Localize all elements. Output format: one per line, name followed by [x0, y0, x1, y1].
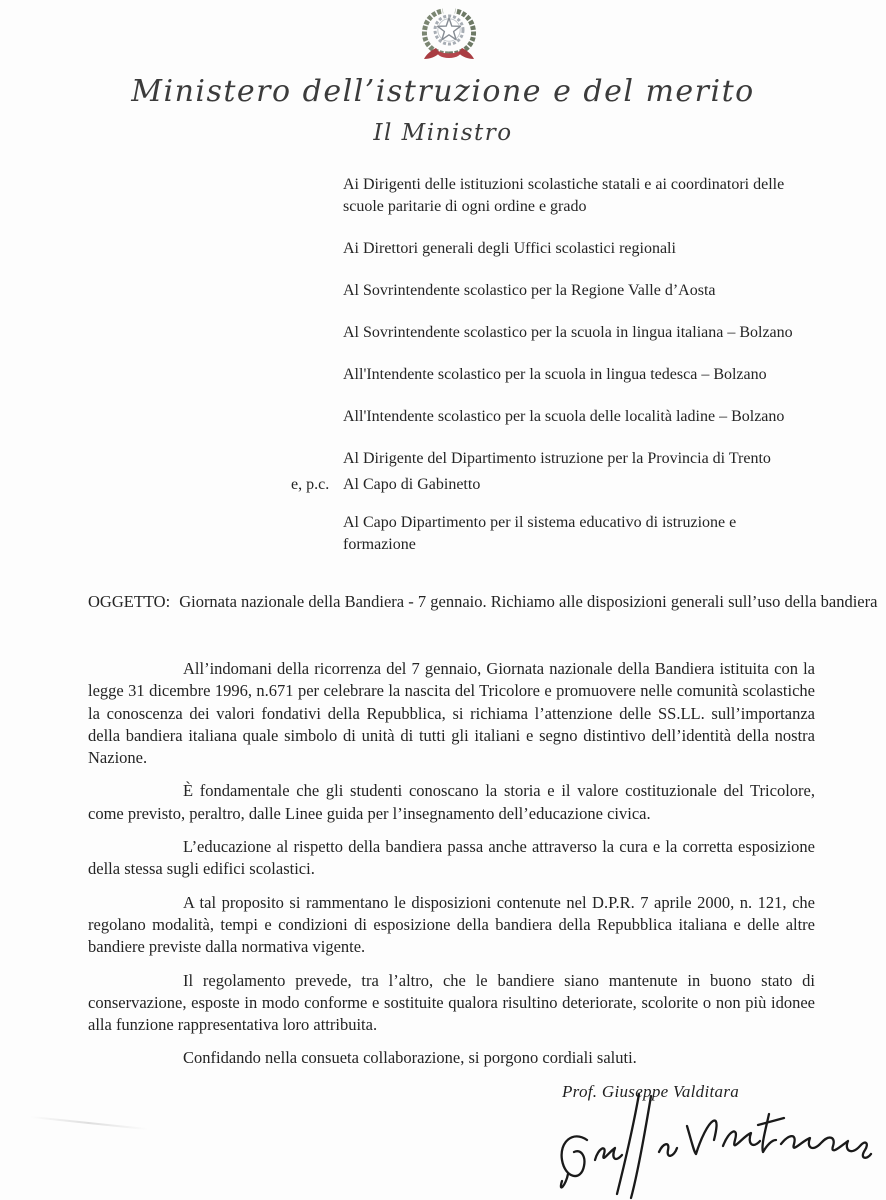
cc-row: [291, 474, 815, 496]
body-paragraph: All’indomani della ricorrenza del 7 gennaio, Giornata nazionale della Bandiera istituita con la legge 31 dicembre 1996, n.671 per celebrare la nascita del Tricolore e promuovere nelle comunità scolastiche la conoscenza dei valori fondativi della Repubblica, si richiama l’attenzione delle SS.LL. sull’importanza della bandiera italiana quale simbolo di unità di tutti gli italiani e segno distintivo dell’identità della nostra Nazione.: [88, 659, 815, 768]
signature-stroke: [758, 1114, 784, 1152]
body-paragraph: Confidando nella consueta collaborazione, si porgono cordiali saluti.: [183, 1048, 637, 1068]
signature-stroke: [617, 1094, 651, 1198]
recipient-line: All'Intendente scolastico per la scuola delle località ladine – Bolzano: [343, 408, 785, 425]
cc-recipient: Al Capo Dipartimento per il sistema educativo di istruzione e formazione: [343, 514, 737, 553]
cc-label: e, p.c.: [291, 476, 330, 493]
recipient-line: Ai Direttori generali degli Uffici scolastici regionali: [343, 240, 676, 257]
subject-line: [88, 591, 886, 613]
recipients-block: [343, 174, 809, 490]
signature-stroke: [561, 1174, 568, 1187]
handwritten-signature: [553, 1088, 883, 1200]
body-paragraph: Il regolamento prevede, tra l’altro, che le bandiere siano mantenute in buono stato di conservazione, esposte in modo conforme e sostituite qualora risultino deteriorate, scolorite o non più idonee alla funzione rappresentativa loro attribuita.: [88, 970, 815, 1035]
italian-republic-emblem-icon: [417, 5, 481, 61]
ministry-title: Ministero dell’istruzione e del merito: [131, 74, 755, 109]
subject-text: Giornata nazionale della Bandiera - 7 gennaio. Richiamo alle disposizioni generali sull’uso della bandiera: [179, 592, 878, 611]
signature-stroke: [562, 1136, 587, 1176]
cc-recipient: Al Capo di Gabinetto: [343, 476, 481, 493]
body-paragraph: L’educazione al rispetto della bandiera passa anche attraverso la cura e la corretta esposizione della stessa sugli edifici scolastici.: [88, 837, 815, 879]
signature-stroke: [595, 1148, 622, 1160]
subject-label: OGGETTO:: [88, 592, 171, 611]
recipient-line: Al Dirigente del Dipartimento istruzione per la Provincia di Trento: [343, 450, 771, 467]
signature-stroke: [781, 1136, 871, 1158]
minister-subtitle: Il Ministro: [373, 120, 513, 146]
signature-stroke: [723, 1131, 760, 1146]
recipient-line: All'Intendente scolastico per la scuola in lingua tedesca – Bolzano: [343, 366, 767, 383]
cc-row: [291, 512, 815, 556]
signature-stroke: [659, 1144, 677, 1156]
letter-body: [88, 658, 815, 1081]
recipient-line: Al Sovrintendente scolastico per la Regione Valle d’Aosta: [343, 282, 716, 299]
cc-block: [291, 474, 815, 556]
scan-artifact-line: [30, 1116, 148, 1130]
signature-stroke: [687, 1121, 717, 1154]
signer-name: Prof. Giuseppe Valditara: [562, 1082, 740, 1101]
cc-label-spacer: [291, 512, 343, 556]
recipient-line: Ai Dirigenti delle istituzioni scolastiche statali e ai coordinatori delle scuole paritarie di ogni ordine e grado: [343, 176, 785, 215]
body-paragraph: È fondamentale che gli studenti conoscano la storia e il valore costituzionale del Tricolore, come previsto, peraltro, dalle Linee guida per l’insegnamento dell’educazione civica.: [88, 781, 815, 823]
recipient-line: Al Sovrintendente scolastico per la scuola in lingua italiana – Bolzano: [343, 324, 793, 341]
body-paragraph: A tal proposito si rammentano le disposizioni contenute nel D.P.R. 7 aprile 2000, n. 121, che regolano modalità, tempi e condizioni di esposizione della bandiera della Repubblica italiana e delle altre bandiere previste dalla normativa vigente.: [88, 892, 815, 957]
